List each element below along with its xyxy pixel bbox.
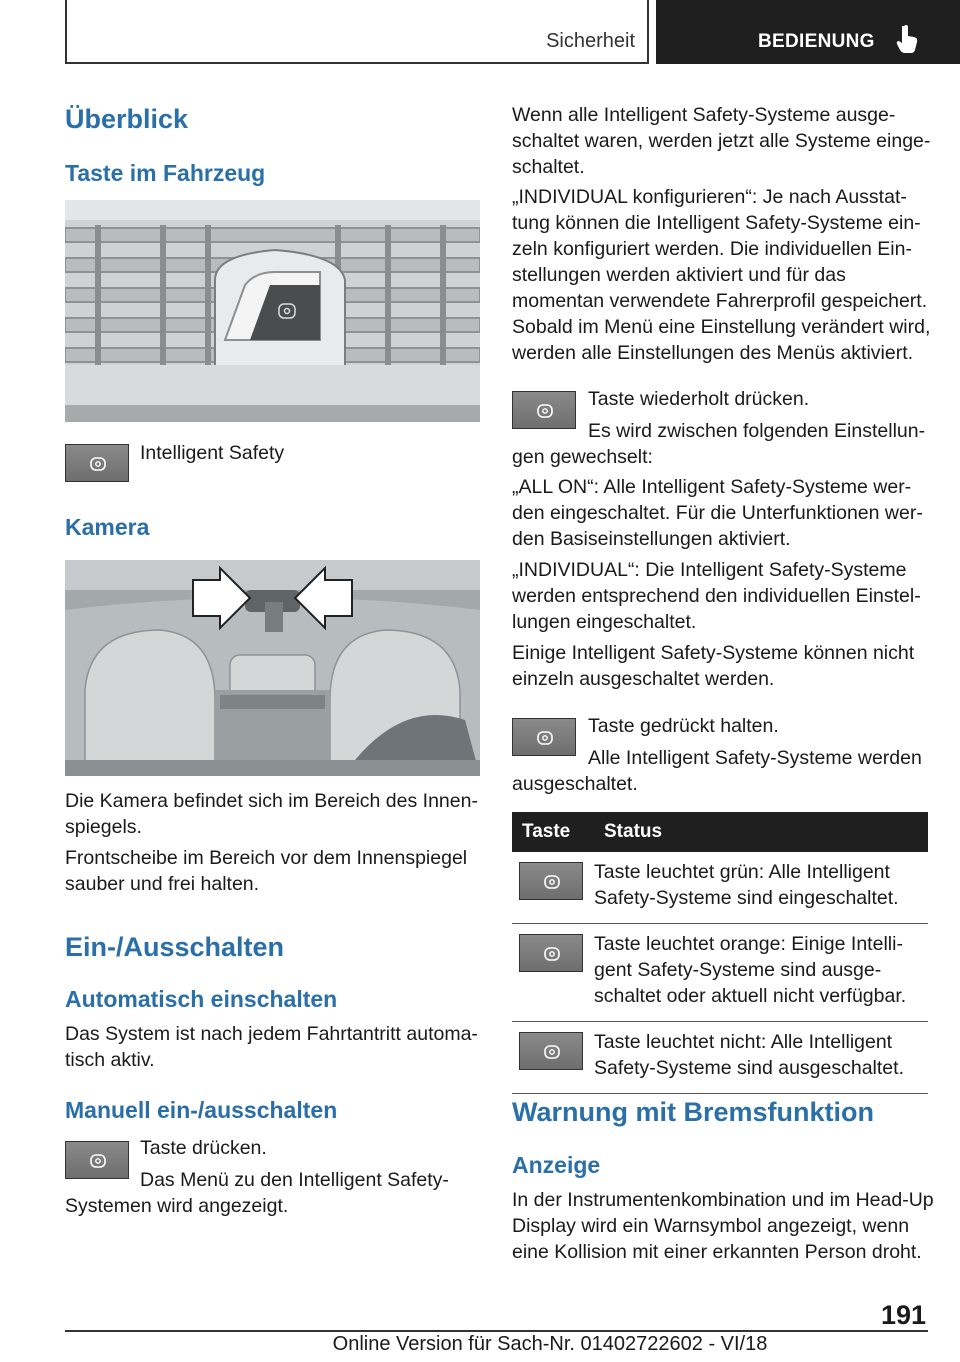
- step-switch-settings-b: gen gewechselt:: [512, 446, 653, 468]
- kamera-paragraph-1: Die Kamera befindet sich im Bereich des Innen- spiegels.: [65, 790, 478, 838]
- all-on-paragraph: „ALL ON“: Alle Intelligent Safety-Systeme wer- den eingeschaltet. Für die Unterfunktionen wer- den Basiseinstellungen aktiviert.: [512, 476, 923, 550]
- header-section-title: Sicherheit: [546, 30, 635, 52]
- step-all-off-a: Alle Intelligent Safety-Systeme werden: [588, 747, 922, 769]
- step-repeat-press: Taste wiederholt drücken.: [588, 388, 810, 410]
- page-number: 191: [880, 1300, 926, 1330]
- kamera-paragraph-2: Frontscheibe im Bereich vor dem Innenspiegel sauber und frei halten.: [65, 847, 468, 895]
- header-chapter-title: BEDIENUNG: [758, 31, 875, 52]
- individual-paragraph: „INDIVIDUAL“: Die Intelligent Safety-Systeme werden entsprechend den individuellen Einstel- lungen eingeschaltet.: [512, 559, 921, 633]
- intelligent-safety-key: [65, 444, 129, 482]
- footer-divider: [65, 1330, 928, 1332]
- intelligent-safety-icon: [536, 402, 554, 420]
- intelligent-safety-key: [512, 391, 576, 429]
- online-version-footer: Online Version für Sach-Nr. 01402722602 - VI/18: [332, 1333, 768, 1355]
- status-table: [512, 812, 928, 1094]
- column-header-status: Status: [594, 812, 928, 852]
- step-switch-settings-a: Es wird zwischen folgenden Einstellun-: [588, 420, 926, 442]
- manuell-step-2a: Das Menü zu den Intelligent Safety-: [140, 1169, 449, 1191]
- heading-anzeige: Anzeige: [512, 1152, 601, 1178]
- status-text: Taste leuchtet grün: Alle Intelligent Safety-Systeme sind eingeschaltet.: [594, 852, 928, 924]
- intelligent-safety-icon: [543, 1043, 561, 1061]
- table-row: [512, 924, 928, 1022]
- heading-ein-ausschalten: Ein-/Ausschalten: [65, 932, 285, 962]
- heading-automatisch-einschalten: Automatisch einschalten: [65, 986, 338, 1012]
- status-text: Taste leuchtet orange: Einige Intelli- gent Safety-Systeme sind ausge- schaltet oder aktuell nicht verfügbar.: [594, 924, 928, 1022]
- manuell-step-1: Taste drücken.: [140, 1137, 267, 1159]
- intelligent-safety-key: [512, 718, 576, 756]
- intelligent-safety-icon: [89, 1152, 107, 1170]
- heading-kamera: Kamera: [65, 514, 150, 540]
- step-all-off-b: ausgeschaltet.: [512, 773, 638, 795]
- heading-ueberblick: Überblick: [65, 104, 189, 134]
- intelligent-safety-key: [519, 862, 583, 900]
- header-section-tab: [65, 0, 649, 64]
- intelligent-safety-key: [519, 934, 583, 972]
- right-paragraph-1: Wenn alle Intelligent Safety-Systeme ausge- schaltet waren, werden jetzt alle Systeme einge- schaltet.: [512, 104, 931, 178]
- heading-manuell: Manuell ein-/ausschalten: [65, 1097, 338, 1123]
- auto-paragraph: Das System ist nach jedem Fahrtantritt automa- tisch aktiv.: [65, 1023, 478, 1071]
- key-label: Intelligent Safety: [140, 442, 285, 464]
- pointing-hand-icon: [896, 24, 920, 54]
- status-table-header: [512, 812, 928, 852]
- column-header-taste: Taste: [512, 812, 594, 852]
- vehicle-button-photo: [65, 200, 480, 422]
- intelligent-safety-icon: [543, 873, 561, 891]
- heading-warnung-mit-bremsfunktion: Warnung mit Bremsfunktion: [512, 1097, 874, 1127]
- table-row: [512, 1022, 928, 1094]
- intelligent-safety-icon: [536, 729, 554, 747]
- einige-paragraph: Einige Intelligent Safety-Systeme können nicht einzeln ausgeschaltet werden.: [512, 642, 915, 690]
- intelligent-safety-key: [519, 1032, 583, 1070]
- intelligent-safety-icon: [89, 455, 107, 473]
- manuell-step-2b: Systemen wird angezeigt.: [65, 1195, 289, 1217]
- heading-taste-im-fahrzeug: Taste im Fahrzeug: [65, 160, 266, 186]
- intelligent-safety-icon: [543, 945, 561, 963]
- right-paragraph-2: „INDIVIDUAL konfigurieren“: Je nach Ausstat- tung können die Intelligent Safety-Systeme ein- zeln konfiguriert werden. Die individuellen Ein- stellungen werden aktiviert und für das momentan verwendete Fahrerprofil gespeichert. Sobald im Menü eine Einstellung verändert wird, werden alle Einstellungen des Menüs aktiviert.: [512, 186, 931, 364]
- step-hold-press: Taste gedrückt halten.: [588, 715, 779, 737]
- camera-location-photo: [65, 560, 480, 776]
- header-chapter-tab: [656, 0, 960, 64]
- status-text: Taste leuchtet nicht: Alle Intelligent Safety-Systeme sind ausgeschaltet.: [594, 1022, 928, 1094]
- anzeige-paragraph: In der Instrumentenkombination und im Head-Up Display wird ein Warnsymbol angezeigt, wenn eine Kollision mit einer erkannten Person droht.: [512, 1189, 934, 1263]
- table-row: [512, 852, 928, 924]
- intelligent-safety-key: [65, 1141, 129, 1179]
